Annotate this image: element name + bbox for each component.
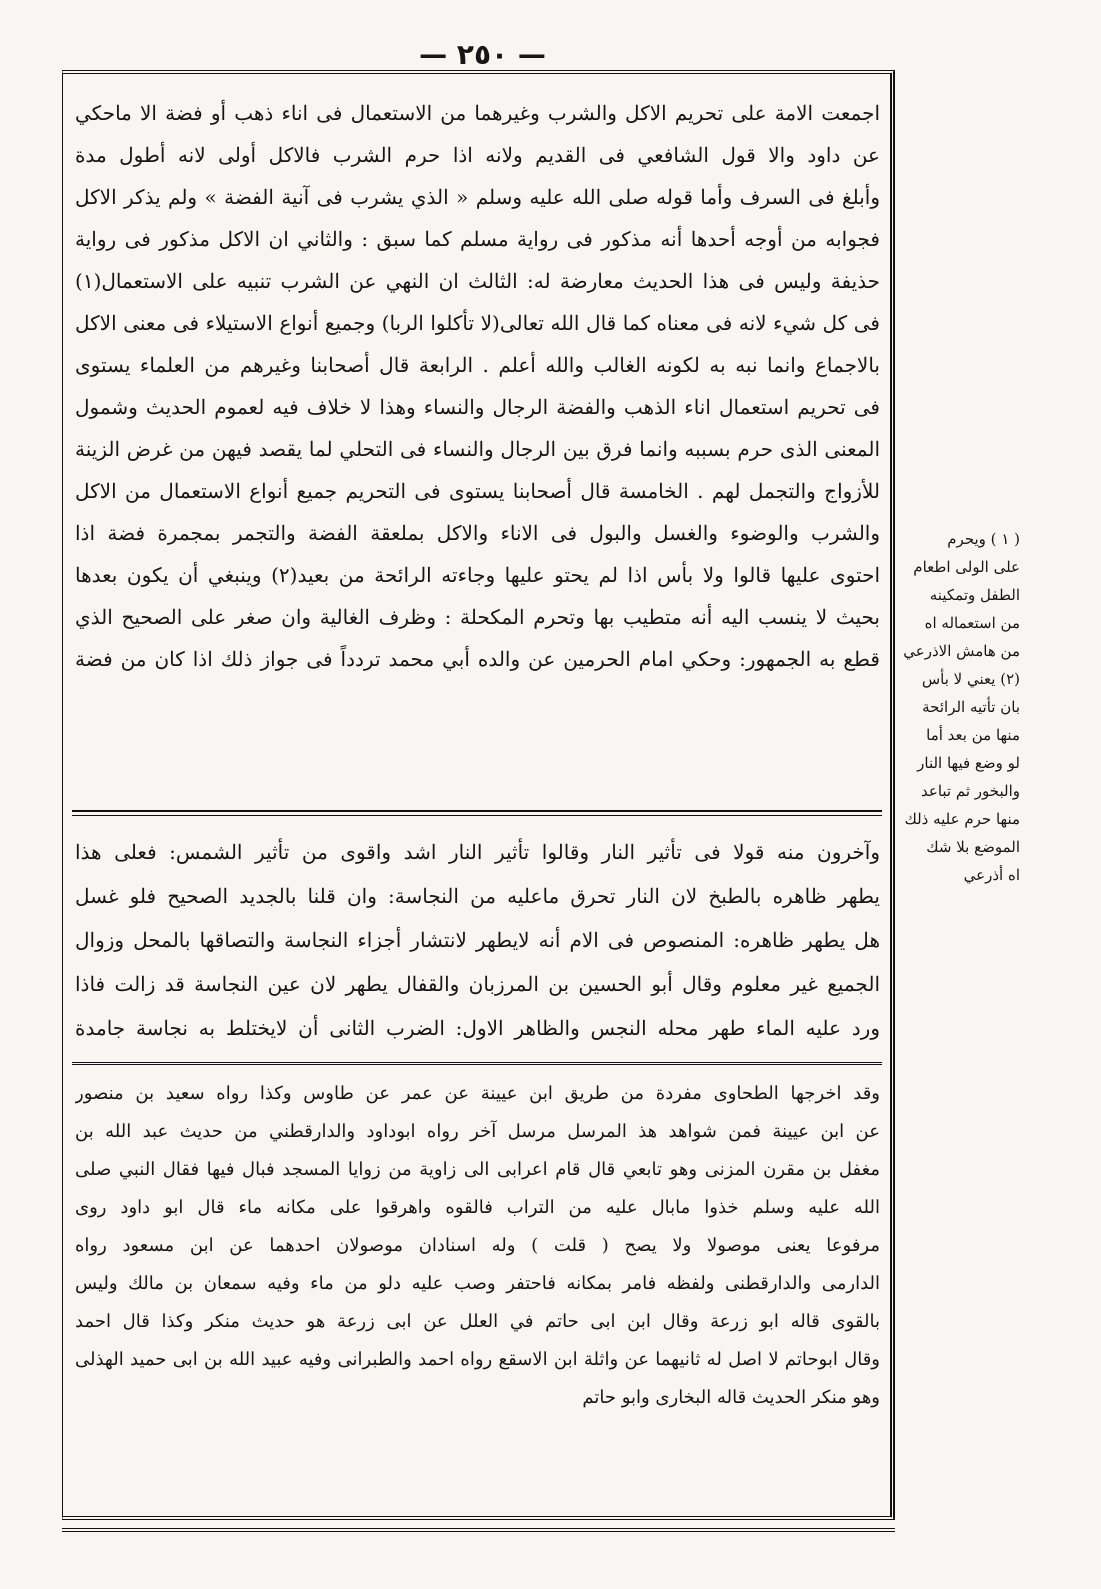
footnote-line: وقد اخرجها الطحاوى مفردة من طريق ابن عيينة عن عمر عن طاوس وكذا رواه سعيد بن منصور: [75, 1083, 880, 1104]
main-text-line: وأبلغ فى السرف وأما قوله صلى الله عليه وسلم « الذي يشرب فى آنية الفضة » ولم يذكر الاكل: [75, 185, 880, 209]
main-text-line: عن داود والا قول الشافعي فى القديم ولانه اذا حرم الشرب فالاكل أولى لانه أطول مدة: [75, 143, 880, 167]
footnotes-block: [75, 1075, 880, 1500]
footnote-line: عن ابن عيينة فمن شواهد هذ المرسل مرسل آخر رواه ابوداود والدارقطني من حديث عبد الله بن: [75, 1121, 880, 1142]
margin-note-line: والبخور ثم تباعد: [921, 782, 1020, 800]
margin-note-line: من هامش الاذرعي: [903, 642, 1020, 660]
main-text-line: بالاجماع وانما نبه به لكونه الغالب والله أعلم . الرابعة قال أصحابنا وغيرهم من العلماء يستوى: [75, 353, 880, 377]
footnote-line: الله عليه وسلم خذوا مابال عليه من التراب فالقوه واهرقوا على مكانه ماء قال ابو داود روى: [75, 1197, 880, 1218]
secondary-text-line: الجميع غير معلوم وقال أبو الحسين بن المرزبان والقفال يطهر لان عين النجاسة قد زالت فاذا: [75, 972, 880, 996]
margin-note-line: على الولى اطعام: [913, 558, 1020, 576]
margin-note-line: الطفل وتمكينه: [929, 586, 1020, 604]
margin-note-line: (٢) يعني لا بأس: [921, 670, 1020, 688]
margin-note: [880, 525, 1020, 889]
main-text-line: والشرب والوضوء والغسل والبول فى الاناء والاكل بملعقة الفضة والتجمر بمجمرة فضة اذا: [75, 521, 880, 545]
footnote-line: الدارمى والدارقطنى ولفظه فامر بمكانه فاحتفر وصب عليه دلو من ماء وفيه سمعان بن مالك وليس: [75, 1273, 880, 1294]
bottom-rule: [62, 1528, 895, 1532]
main-text-line: للأزواج والتجمل لهم . الخامسة قال أصحابنا يستوى فى التحريم جميع أنواع الاستعمال من الاكل: [75, 479, 880, 503]
margin-note-line: اه أذرعي: [963, 866, 1020, 884]
section-divider: [72, 1062, 882, 1065]
section-divider: [72, 810, 882, 812]
section-divider: [72, 815, 882, 816]
margin-note-line: لو وضع فيها النار: [917, 754, 1020, 772]
footnote-line: وقال ابوحاتم لا اصل له ثانيهما عن واثلة ابن الاسقع رواه احمد والطبرانى وفيه عبيد الله بن ابى حميد الهذلى: [75, 1349, 880, 1370]
secondary-text-line: وآخرون منه قولا فى تأثير النار وقالوا تأثير النار اشد واقوى من تأثير الشمس: فعلى هذا: [75, 840, 880, 864]
secondary-text-line: هل يطهر ظاهره: المنصوص فى الام أنه لايطهر لانتشار أجزاء النجاسة والتصاقها بالمحل وزوال: [75, 928, 880, 952]
footnote-line: مرفوعا يعنى موصولا ولا يصح ( قلت ) وله اسنادان موصولان احدهما عن ابن مسعود رواه: [75, 1235, 880, 1256]
secondary-text-line: يطهر ظاهره بالطبخ لان النار تحرق ماعليه من النجاسة: وان قلنا بالجديد الصحيح فلو غسل: [75, 884, 880, 908]
footnote-line: مغفل بن مقرن المزنى وهو تابعي قال قام اعرابى الى زاوية من زوايا المسجد فبال فيها فقال النبي صلى: [75, 1159, 880, 1180]
margin-note-line: بان تأتيه الرائحة: [922, 698, 1020, 716]
margin-note-line: ( ١ ) ويحرم: [947, 530, 1020, 548]
margin-note-line: من استعماله اه: [924, 614, 1020, 632]
secondary-text-line: ورد عليه الماء طهر محله النجس والظاهر الاول: الضرب الثانى أن لايختلط به نجاسة جامدة: [75, 1016, 880, 1040]
page-number: — ٢٥٠ —: [419, 38, 546, 71]
main-text-line: احتوى عليها قالوا ولا بأس اذا لم يحتو عليها وجاءته الرائحة من بعيد(٢) وينبغي أن يكون بعدها: [75, 563, 880, 587]
main-text-line: قطع به الجمهور: وحكي امام الحرمين عن والده أبي محمد تردداً فى جواز ذلك اذا كان من فضة: [75, 647, 880, 671]
main-text-line: فى تحريم استعمال اناء الذهب والفضة الرجال والنساء وهذا لا خلاف فيه لعموم الحديث وشمول: [75, 395, 880, 419]
footnote-line: وهو منكر الحديث قاله البخارى وابو حاتم: [582, 1387, 880, 1408]
secondary-text-block: [75, 830, 880, 1055]
main-text-line: المعنى الذى حرم بسببه وانما فرق بين الرجال والنساء فى التحلي لما يقصد فيهن من غرض الزينة: [75, 437, 880, 461]
margin-note-line: منها من بعد أما: [926, 726, 1020, 744]
main-text-line: فجوابه من أوجه أحدها أنه مذكور فى رواية مسلم كما سبق : والثاني ان الاكل مذكور فى رواية: [75, 227, 880, 251]
main-text-line: بحيث لا ينسب اليه أنه متطيب بها وتحرم المكحلة : وظرف الغالية وان صغر على الصحيح الذي: [75, 605, 880, 629]
main-text-line: فى كل شيء لانه فى معناه كما قال الله تعالى(لا تأكلوا الربا) وجميع أنواع الاستيلاء فى معنى الاكل: [75, 311, 880, 335]
margin-note-line: منها حرم عليه ذلك: [904, 810, 1020, 828]
main-text-line: حذيفة وليس فى هذا الحديث معارضة له: الثالث ان النهي عن الشرب تنبيه على الاستعمال(١): [75, 269, 880, 293]
margin-note-line: الموضع بلا شك: [926, 838, 1020, 856]
main-text-block: [75, 92, 880, 804]
main-text-line: اجمعت الامة على تحريم الاكل والشرب وغيرهما من الاستعمال فى اناء ذهب أو فضة الا ماحكي: [75, 101, 880, 125]
footnote-line: بالقوى قاله ابو زرعة وقال ابن ابى حاتم في العلل عن ابى زرعة هو حديث منكر وكذا قال احمد: [75, 1311, 880, 1332]
